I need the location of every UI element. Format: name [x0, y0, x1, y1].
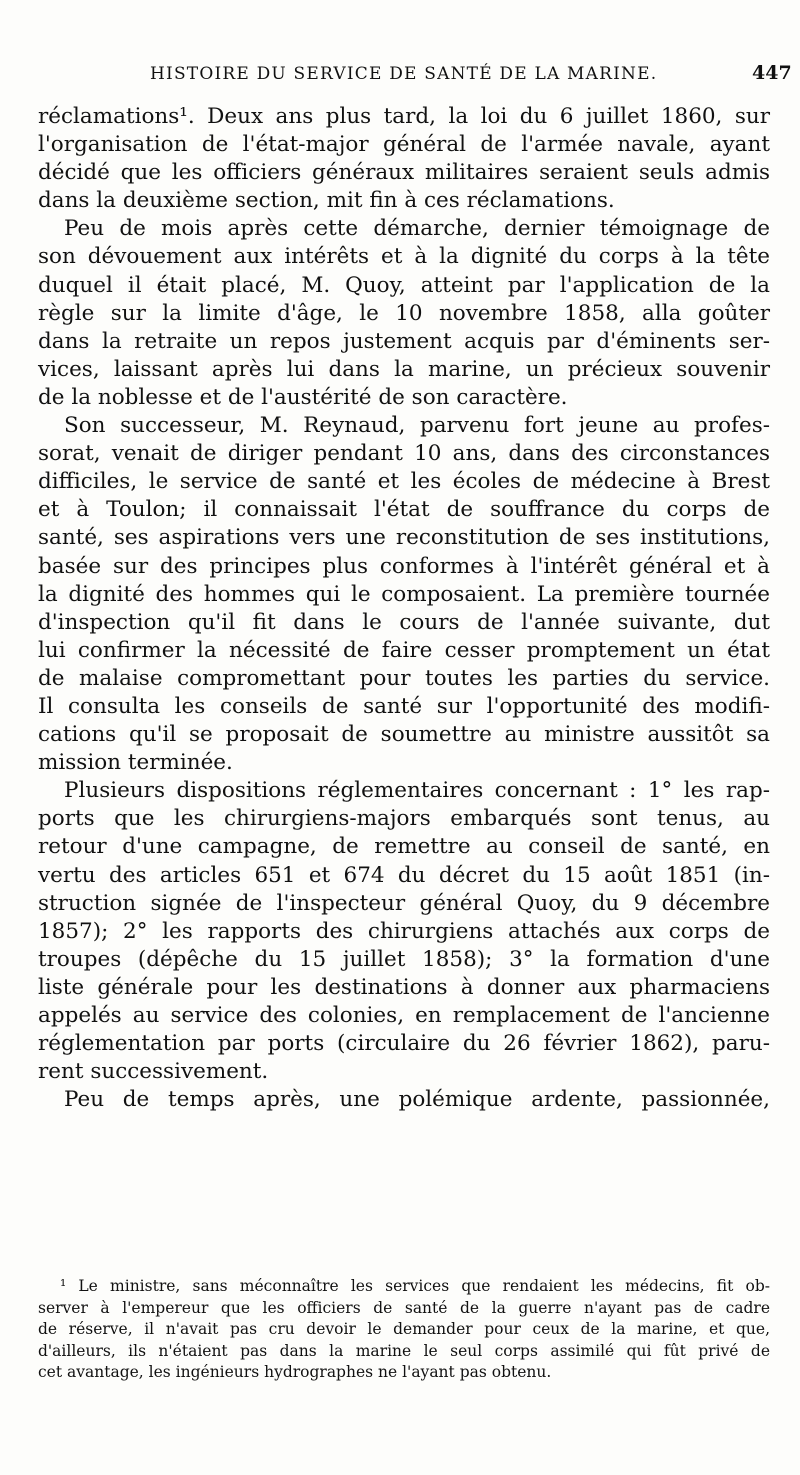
body-line: de la noblesse et de l'austérité de son caractère.: [38, 384, 568, 410]
body-line: 1857); 2° les rapports des chirurgiens attachés aux corps de: [38, 918, 770, 944]
running-title: HISTOIRE DU SERVICE DE SANTÉ DE LA MARINE.: [150, 64, 658, 84]
footnote: [38, 1276, 770, 1384]
body-line: règle sur la limite d'âge, le 10 novembre 1858, alla goûter: [38, 300, 770, 326]
body-line: Peu de mois après cette démarche, dernier témoignage de: [64, 216, 770, 242]
body-line: cations qu'il se proposait de soumettre au ministre aussitôt sa: [38, 722, 770, 748]
body-line: ports que les chirurgiens-majors embarqués sont tenus, au: [38, 806, 770, 832]
body-line: Peu de temps après, une polémique ardente, passionnée,: [64, 1087, 770, 1113]
body-line: vertu des articles 651 et 674 du décret du 15 août 1851 (in-: [38, 862, 770, 888]
body-line: décidé que les officiers généraux militaires seraient seuls admis: [38, 160, 770, 186]
footnote-line: server à l'empereur que les officiers de santé de la guerre n'ayant pas de cadre: [38, 1298, 770, 1317]
body-text: [38, 103, 770, 1114]
body-line: basée sur des principes plus conformes à l'intérêt général et à: [38, 553, 770, 579]
body-line: liste générale pour les destinations à donner aux pharmaciens: [38, 974, 770, 1000]
body-line: Il consulta les conseils de santé sur l'opportunité des modifi-: [38, 693, 770, 719]
body-line: vices, laissant après lui dans la marine, un précieux souvenir: [38, 356, 770, 382]
body-line: rent successivement.: [38, 1059, 269, 1085]
body-line: réclamations¹. Deux ans plus tard, la loi du 6 juillet 1860, sur: [38, 104, 770, 129]
body-line: appelés au service des colonies, en remplacement de l'ancienne: [38, 1003, 770, 1028]
body-line: son dévouement aux intérêts et à la dignité du corps à la tête: [38, 244, 770, 270]
body-line: dans la retraite un repos justement acquis par d'éminents ser-: [38, 328, 770, 354]
footnote-line: de réserve, il n'avait pas cru devoir le demander pour ceux de la marine, et que,: [38, 1320, 770, 1338]
footnote-line: ¹ Le ministre, sans méconnaître les services que rendaient les médecins, fit ob-: [60, 1277, 770, 1295]
body-line: santé, ses aspirations vers une reconstitution de ses institutions,: [38, 525, 770, 551]
footnote-line: d'ailleurs, ils n'étaient pas dans la marine le seul corps assimilé qui fût privé de: [38, 1341, 770, 1360]
body-line: retour d'une campagne, de remettre au conseil de santé, en: [38, 834, 770, 860]
body-line: troupes (dépêche du 15 juillet 1858); 3° la formation d'une: [38, 946, 770, 972]
body-line: difficiles, le service de santé et les écoles de médecine à Brest: [38, 469, 770, 495]
body-line: Plusieurs dispositions réglementaires concernant : 1° les rap-: [64, 778, 770, 804]
body-line: lui confirmer la nécessité de faire cesser promptement un état: [38, 637, 770, 663]
body-line: dans la deuxième section, mit fin à ces réclamations.: [38, 188, 615, 214]
body-line: Son successeur, M. Reynaud, parvenu fort jeune au profes-: [64, 413, 770, 439]
body-line: duquel il était placé, M. Quoy, atteint par l'application de la: [38, 272, 770, 298]
body-line: de malaise compromettant pour toutes les parties du service.: [38, 665, 770, 691]
body-line: sorat, venait de diriger pendant 10 ans, dans des circonstances: [38, 441, 770, 467]
page-number: 447: [752, 62, 792, 84]
body-line: et à Toulon; il connaissait l'état de souffrance du corps de: [38, 497, 770, 523]
body-line: l'organisation de l'état-major général de l'armée navale, ayant: [38, 132, 770, 158]
body-line: struction signée de l'inspecteur général Quoy, du 9 décembre: [38, 890, 770, 916]
body-line: mission terminée.: [38, 750, 233, 776]
body-line: la dignité des hommes qui le composaient. La première tournée: [38, 581, 770, 607]
body-line: d'inspection qu'il fit dans le cours de l'année suivante, dut: [38, 609, 770, 635]
body-line: réglementation par ports (circulaire du 26 février 1862), paru-: [38, 1031, 770, 1057]
footnote-line: cet avantage, les ingénieurs hydrographes ne l'ayant pas obtenu.: [38, 1363, 552, 1381]
